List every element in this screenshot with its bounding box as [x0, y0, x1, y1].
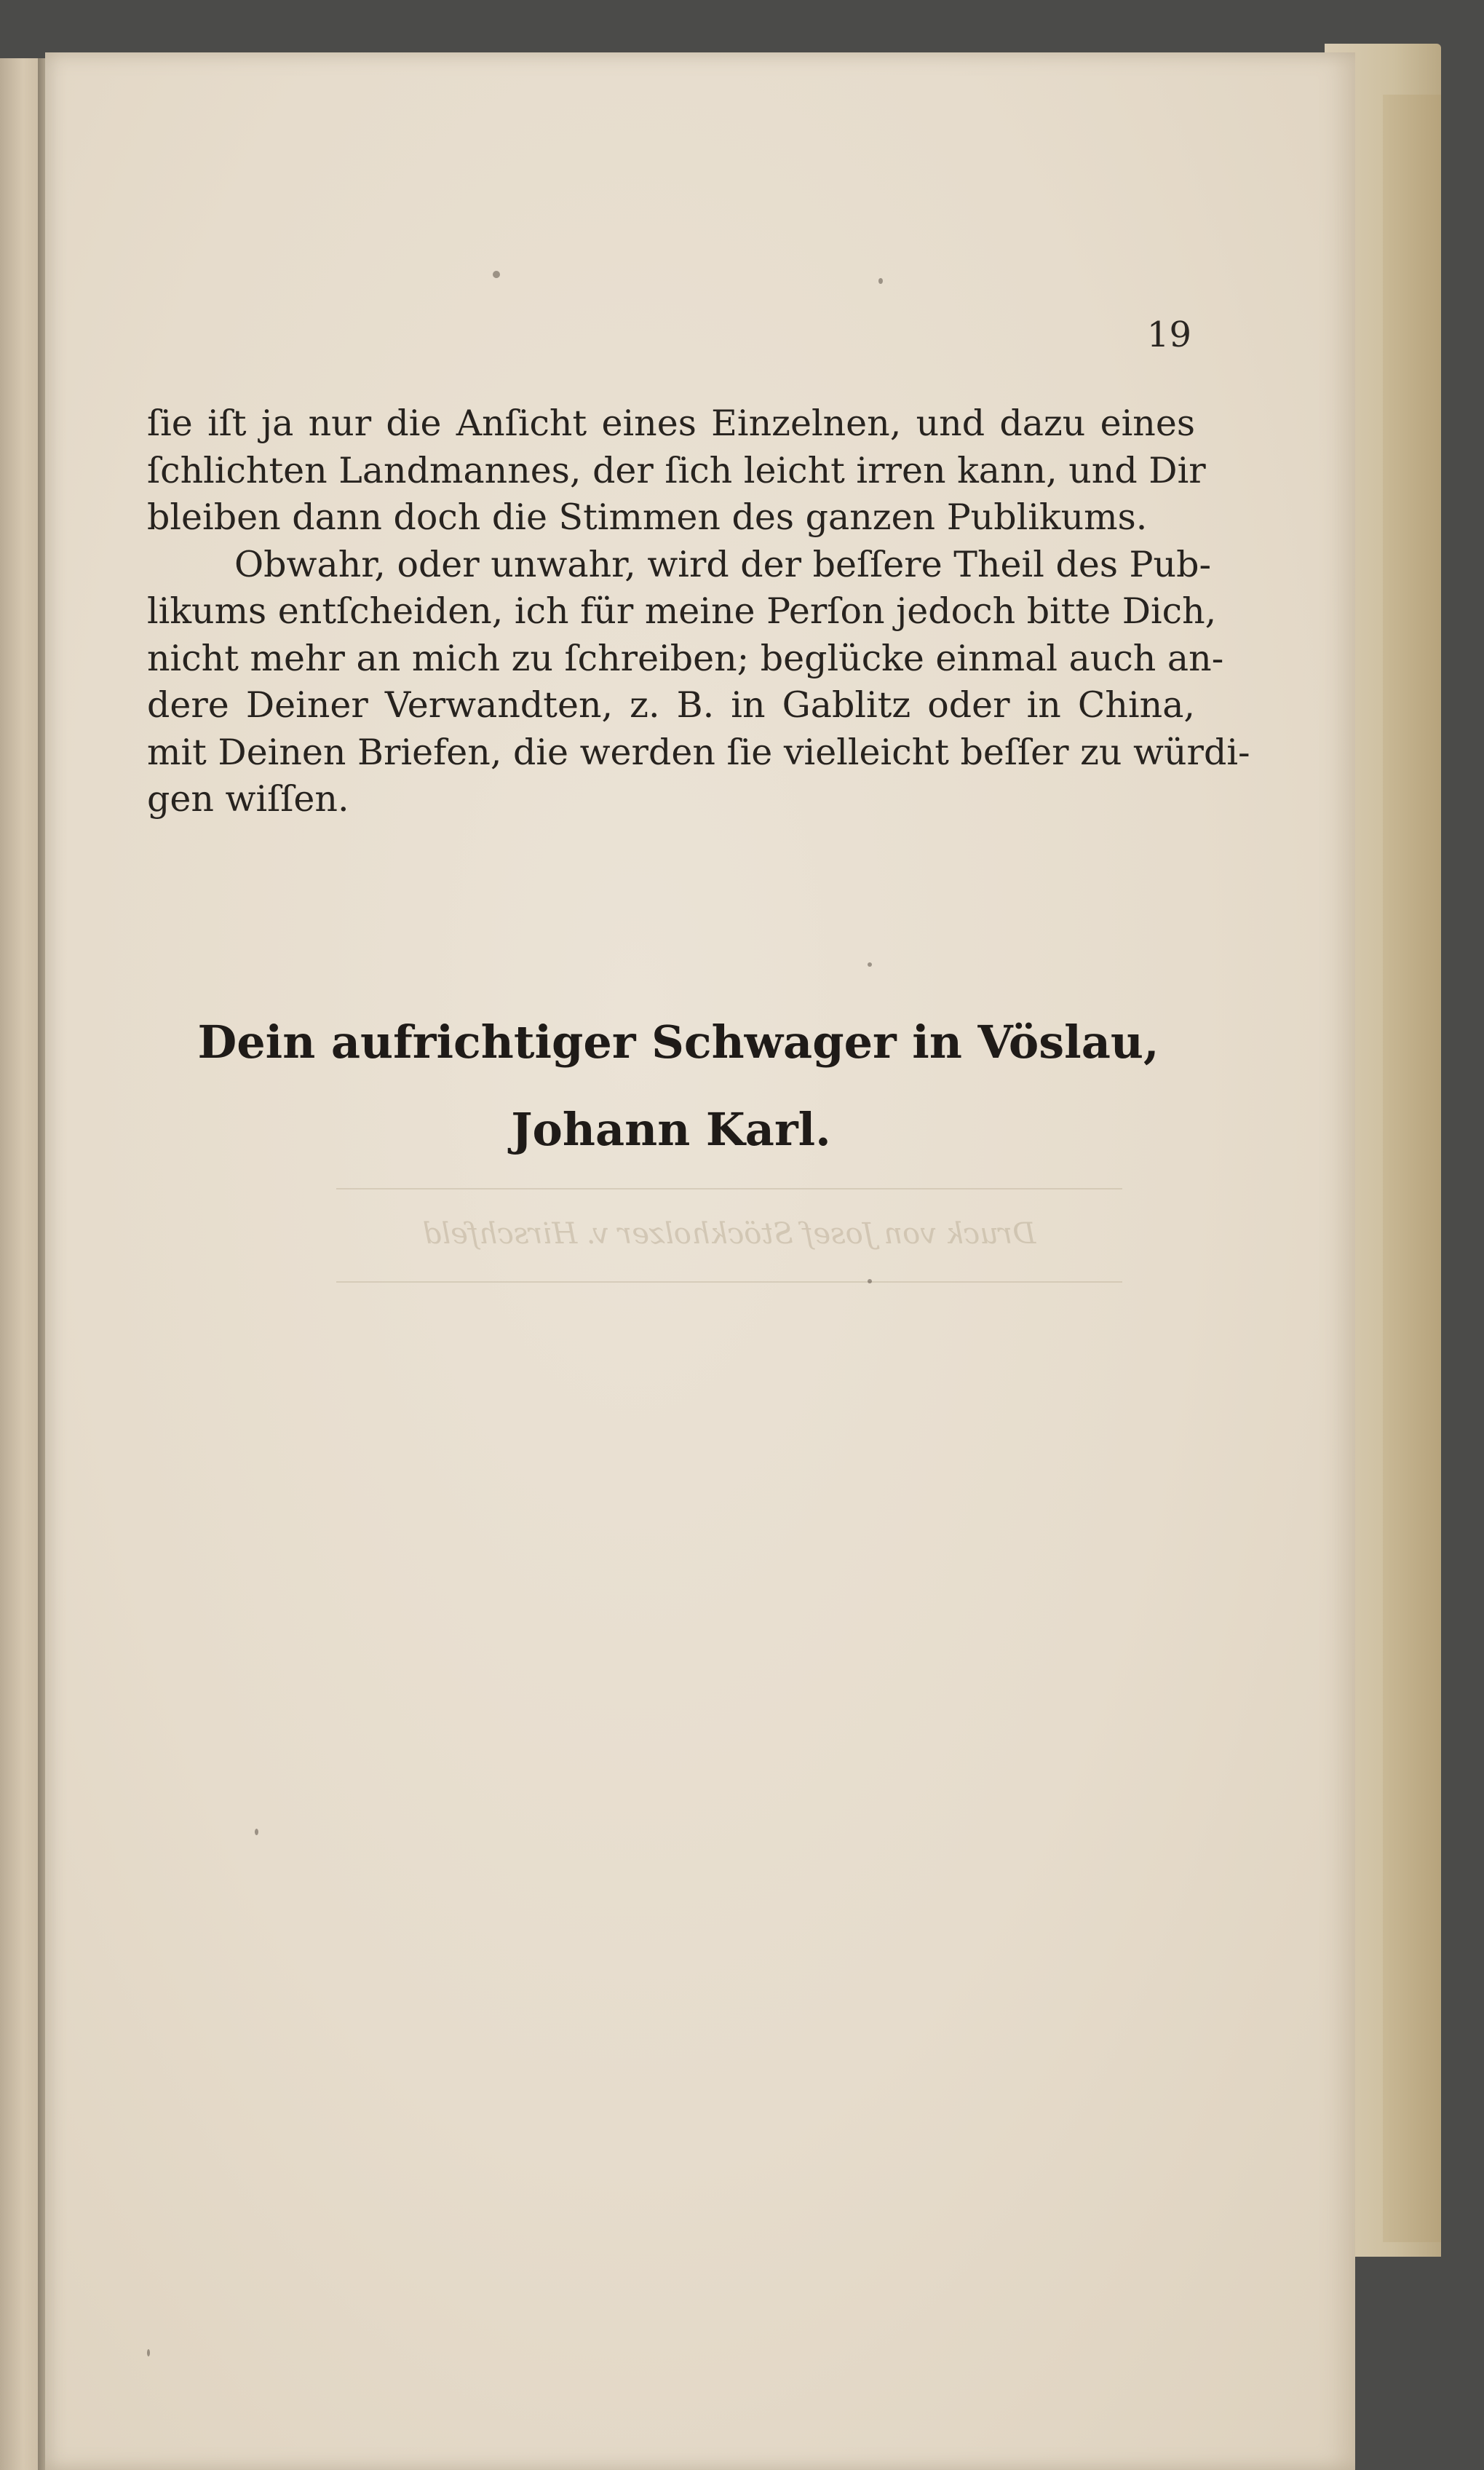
- page-number: 19: [1146, 314, 1191, 355]
- text-line: gen wiſſen.: [147, 778, 349, 820]
- text-line: ſchlichten Landmannes, der ſich leicht irren kann, und Dir: [147, 449, 1206, 491]
- paper-speck: [878, 278, 883, 284]
- paper-speck: [147, 2349, 150, 2356]
- paper-speck: [493, 271, 500, 278]
- signature-block: [147, 999, 1195, 1173]
- ghost-rule: [336, 1188, 1122, 1190]
- text-line: nicht mehr an mich zu ſchreiben; beglücke einmal auch an-: [147, 637, 1224, 679]
- paper-speck: [868, 1279, 872, 1283]
- paper-speck: [255, 1829, 258, 1835]
- previous-page-edge: [0, 58, 42, 2470]
- signature-line-greeting: Dein aufrichtiger Schwager in Vöslau,: [197, 1016, 1159, 1069]
- ghost-rule: [336, 1281, 1122, 1283]
- paper-speck: [868, 962, 872, 967]
- text-line: likums entſcheiden, ich für meine Perſon jedoch bitte Dich,: [147, 590, 1217, 632]
- text-line: Obwahr, oder unwahr, wird der beſſere Theil des Pub-: [234, 543, 1211, 585]
- body-text: [147, 400, 1250, 823]
- book-page: [45, 52, 1355, 2470]
- text-line: dere Deiner Verwandten, z. B. in Gablitz oder in China,: [147, 684, 1195, 726]
- signature-line-name: Johann Karl.: [511, 1103, 831, 1156]
- ghost-imprint-text: Druck von Josef Stöckholzer v. Hirschfeld: [422, 1217, 1036, 1251]
- text-line: ſie iſt ja nur die Anſicht eines Einzelnen, und dazu eines: [147, 403, 1195, 444]
- text-line: bleiben dann doch die Stimmen des ganzen Publikums.: [147, 496, 1148, 538]
- text-line: mit Deinen Briefen, die werden ſie vielleicht beſſer zu würdi-: [147, 731, 1250, 773]
- page-edge-layer-inner: [1383, 95, 1441, 2242]
